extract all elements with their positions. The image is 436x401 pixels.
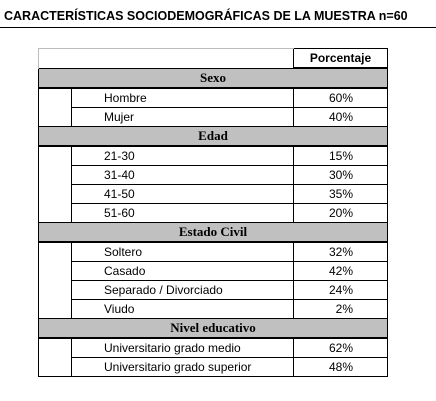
row-percentage: 2% bbox=[294, 300, 388, 319]
indent-cell bbox=[39, 185, 72, 204]
indent-cell bbox=[39, 204, 72, 223]
table-row bbox=[39, 300, 388, 319]
row-label: 31-40 bbox=[72, 166, 294, 185]
row-label: 41-50 bbox=[72, 185, 294, 204]
row-percentage: 20% bbox=[294, 204, 388, 223]
indent-cell bbox=[39, 88, 72, 108]
row-label: Universitario grado medio bbox=[72, 338, 294, 358]
table-row bbox=[39, 204, 388, 223]
indent-cell bbox=[39, 108, 72, 127]
indent-cell bbox=[39, 166, 72, 185]
row-percentage: 30% bbox=[294, 166, 388, 185]
table-row bbox=[39, 88, 388, 108]
indent-cell bbox=[39, 262, 72, 281]
table-row bbox=[39, 358, 388, 377]
row-label: Separado / Divorciado bbox=[72, 281, 294, 300]
section-title: Nivel educativo bbox=[39, 319, 388, 339]
indent-cell bbox=[39, 281, 72, 300]
table-row bbox=[39, 146, 388, 166]
indent-cell bbox=[39, 146, 72, 166]
table-body bbox=[39, 49, 388, 377]
section-title: Sexo bbox=[39, 68, 388, 88]
row-label: 21-30 bbox=[72, 146, 294, 166]
row-percentage: 24% bbox=[294, 281, 388, 300]
row-percentage: 62% bbox=[294, 338, 388, 358]
row-label: Soltero bbox=[72, 242, 294, 262]
indent-cell bbox=[39, 338, 72, 358]
row-label: Hombre bbox=[72, 88, 294, 108]
row-percentage: 35% bbox=[294, 185, 388, 204]
section-header-row bbox=[39, 319, 388, 339]
page-title: CARACTERÍSTICAS SOCIODEMOGRÁFICAS DE LA MUESTRA n=60 bbox=[4, 9, 408, 23]
row-label: Casado bbox=[72, 262, 294, 281]
column-header-porcentaje: Porcentaje bbox=[294, 49, 388, 69]
table-row bbox=[39, 166, 388, 185]
row-label: Mujer bbox=[72, 108, 294, 127]
table-row bbox=[39, 108, 388, 127]
row-label: Universitario grado superior bbox=[72, 358, 294, 377]
row-percentage: 60% bbox=[294, 88, 388, 108]
section-title: Estado Civil bbox=[39, 223, 388, 243]
table-row bbox=[39, 262, 388, 281]
section-header-row bbox=[39, 68, 388, 88]
row-percentage: 15% bbox=[294, 146, 388, 166]
table-row bbox=[39, 242, 388, 262]
indent-cell bbox=[39, 242, 72, 262]
header-blank-cell bbox=[39, 49, 72, 69]
header-blank-cell bbox=[72, 49, 294, 69]
row-percentage: 48% bbox=[294, 358, 388, 377]
row-label: Viudo bbox=[72, 300, 294, 319]
row-percentage: 40% bbox=[294, 108, 388, 127]
table-row bbox=[39, 338, 388, 358]
table-row bbox=[39, 281, 388, 300]
row-percentage: 42% bbox=[294, 262, 388, 281]
indent-cell bbox=[39, 358, 72, 377]
sociodemographic-table bbox=[38, 48, 388, 377]
section-header-row bbox=[39, 223, 388, 243]
indent-cell bbox=[39, 300, 72, 319]
table-header-row bbox=[39, 49, 388, 69]
row-label: 51-60 bbox=[72, 204, 294, 223]
table-row bbox=[39, 185, 388, 204]
title-underline bbox=[0, 27, 436, 28]
row-percentage: 32% bbox=[294, 242, 388, 262]
section-header-row bbox=[39, 127, 388, 147]
section-title: Edad bbox=[39, 127, 388, 147]
